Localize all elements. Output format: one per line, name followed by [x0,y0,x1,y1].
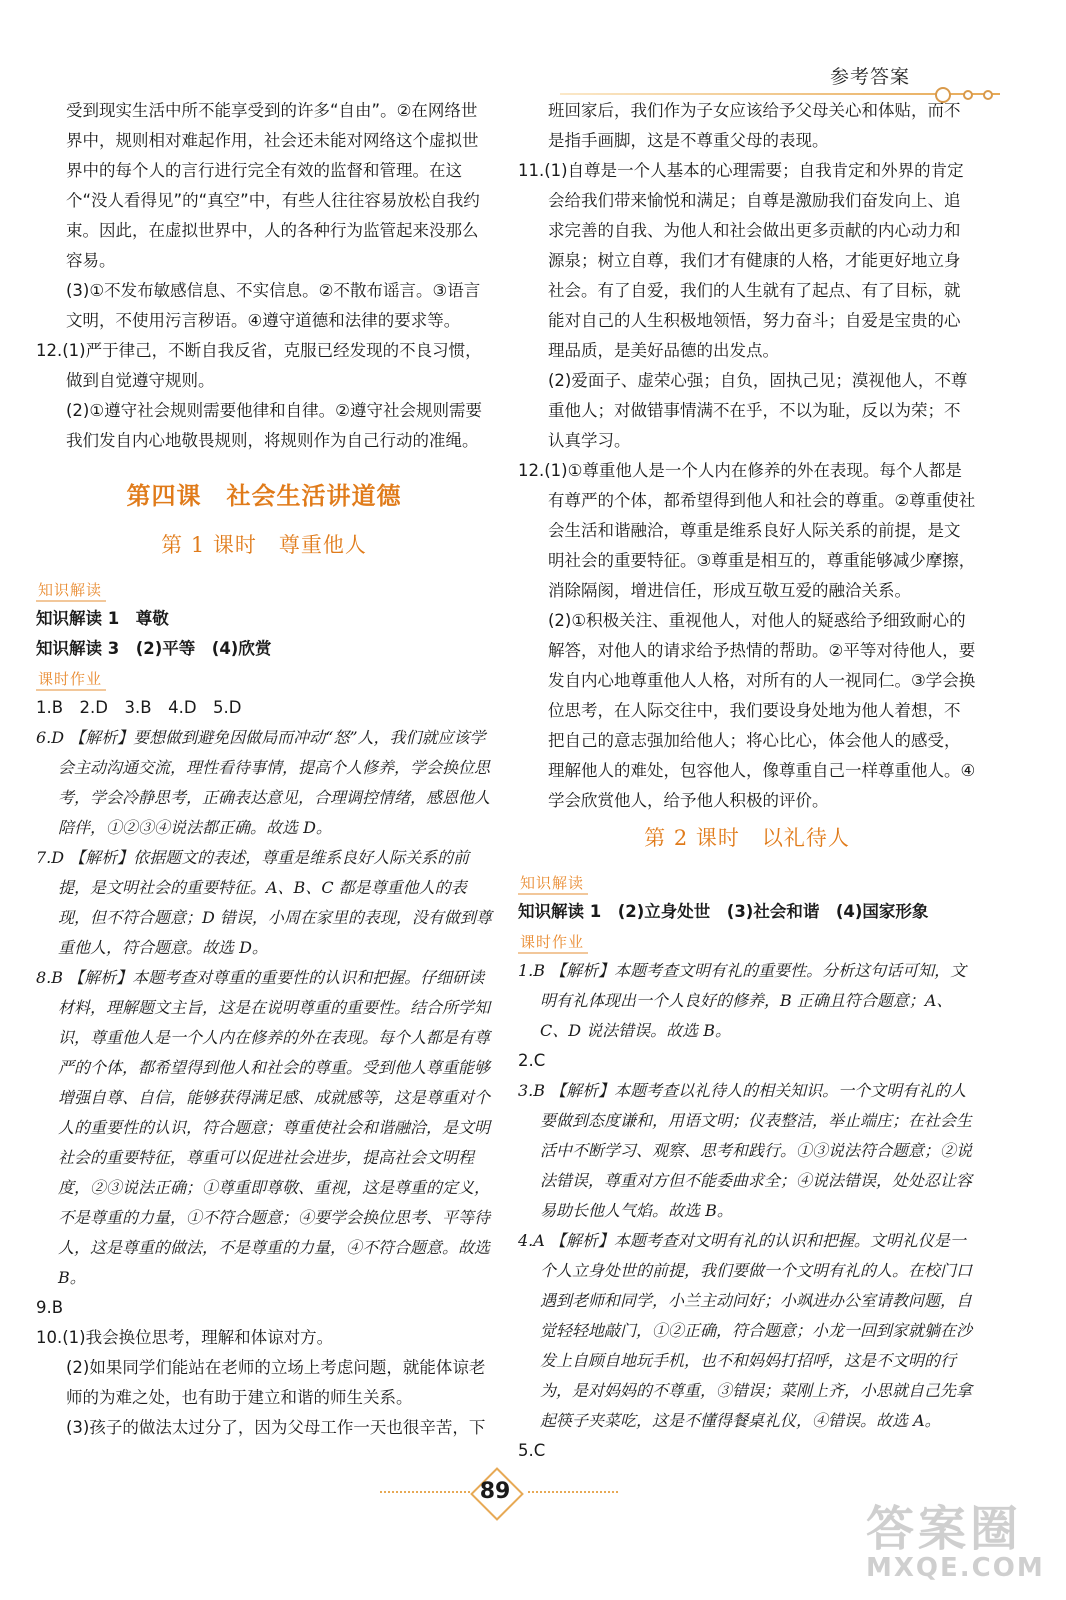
left-column [36,96,492,1443]
lesson-title: 第四课 社会生活讲道德 [126,481,402,510]
answer-q12-1: 12.(1)①尊重他人是一个人内在修养的外在表现。每个人都是有尊严的个体，都希望得到他人和社会的尊重。②尊重使社会生活和谐融洽，尊重是维系良好人际关系的前提，是文明社会的重要特征。③尊重是相互的，尊重能够减少摩擦，消除隔阂，增进信任，形成互敬互爱的融洽关系。 [518,461,976,600]
period-title: 第 2 课时 以礼待人 [644,826,850,850]
answer-q11-2: (2)爱面子、虚荣心强；自负，固执己见；漠视他人，不尊重他人；对做错事情满不在乎，不以为耻，反以为荣；不认真学习。 [548,371,968,450]
answer-paragraph: (3)①不发布敏感信息、不实信息。②不散布谣言。③语言文明，不使用污言秽语。④遵守道德和法律的要求等。 [66,281,481,330]
answer-q3: 3.B 【解析】本题考查以礼待人的相关知识。一个文明有礼的人要做到态度谦和，用语文明；仪表整洁，举止端庄；在社会生活中不断学习、观察、思考和践行。①③说法符合题意；②说法错误，尊重对方但不能委曲求全；④说法错误，处处忍让容易助长他人气焰。故选 B。 [518,1081,973,1220]
footer-divider-left [380,1491,470,1495]
watermark-text: 答案圈 [866,1501,1023,1557]
section-tag-knowledge: 知识解读 [36,579,106,602]
answer-q1-5: 1.B 2.D 3.B 4.D 5.D [36,698,242,717]
answer-q2: 2.C [518,1051,546,1070]
answer-q10-1: 10.(1)我会换位思考，理解和体谅对方。 [36,1328,334,1347]
answer-q7: 7.D 【解析】依据题文的表述，尊重是维系良好人际关系的前提，是文明社会的重要特征。A、B、C 都是尊重他人的表现，但不符合题意；D 错误，小周在家里的表现，没有做到尊重他人，符合题意。故选 D。 [36,848,492,957]
answer-q9: 9.B [36,1298,64,1317]
page-number: 89 [472,1472,518,1512]
answer-q1: 1.B 【解析】本题考查文明有礼的重要性。分析这句话可知，文明有礼体现出一个人良好的修养，B 正确且符合题意；A、C、D 说法错误。故选 B。 [518,961,967,1040]
knowledge-item: 知识解读 3 (2)平等 (4)欣赏 [36,639,272,658]
section-tag-homework: 课时作业 [518,931,588,954]
header-divider [560,93,1000,95]
answer-q5: 5.C [518,1441,546,1460]
watermark-url: MXQE.COM [866,1553,1045,1583]
period-title: 第 1 课时 尊重他人 [161,533,367,557]
answer-q10-2: (2)如果同学们能站在老师的立场上考虑问题，就能体谅老师的为难之处，也有助于建立和谐的师生关系。 [66,1358,486,1407]
answer-q4: 4.A 【解析】本题考查对文明有礼的认识和把握。文明礼仪是一个人立身处世的前提，我们要做一个文明有礼的人。在校门口遇到老师和同学，小兰主动问好；小飒进办公室请教问题，自觉轻轻地敲门，①②正确，符合题意；小龙一回到家就躺在沙发上自顾自地玩手机，也不和妈妈打招呼，这是不文明的行为，是对妈妈的不尊重，③错误；菜刚上齐，小思就自己先拿起筷子夹菜吃，这是不懂得餐桌礼仪，④错误。故选 A。 [518,1231,973,1430]
answer-paragraph: 受到现实生活中所不能享受到的许多“自由”。②在网络世界中，规则相对难起作用，社会还未能对网络这个虚拟世界中的每个人的言行进行完全有效的监督和管理。在这个“没人看得见”的“真空”中，有些人往往容易放松自我约束。因此，在虚拟世界中，人的各种行为监管起来没那么容易。 [66,101,480,270]
section-tag-homework: 课时作业 [36,668,106,691]
answer-q11-1: 11.(1)自尊是一个人基本的心理需要；自我肯定和外界的肯定会给我们带来愉悦和满足；自尊是激励我们奋发向上、追求完善的自我、为他人和社会做出更多贡献的内心动力和源泉；树立自尊，我们才有健康的人格，才能更好地立身社会。有了自爱，我们的人生就有了起点、有了目标，就能对自己的人生积极地领悟，努力奋斗；自爱是宝贵的心理品质，是美好品德的出发点。 [518,161,964,360]
knowledge-item: 知识解读 1 (2)立身处世 (3)社会和谐 (4)国家形象 [518,902,929,921]
watermark-logo [866,1490,1056,1590]
right-column [518,96,976,1466]
section-tag-knowledge: 知识解读 [518,872,588,895]
header-title: 参考答案 [829,66,910,88]
answer-continued: 班回家后，我们作为子女应该给予父母关心和体贴，而不是指手画脚，这是不尊重父母的表现。 [548,101,961,150]
answer-q12-1: 12.(1)严于律己，不断自我反省，克服已经发现的不良习惯，做到自觉遵守规则。 [36,341,482,390]
knowledge-item: 知识解读 1 尊敬 [36,609,169,628]
answer-q12-2: (2)①积极关注、重视他人，对他人的疑惑给予细致耐心的解答，对他人的请求给予热情的帮助。②平等对待他人，要发自内心地尊重他人人格，对所有的人一视同仁。③学会换位思考，在人际交往中，我们要设身处地为他人着想，不把自己的意志强加给他人；将心比心，体会他人的感受，理解他人的难处，包容他人，像尊重自己一样尊重他人。④学会欣赏他人，给予他人积极的评价。 [548,611,976,810]
answer-q10-3: (3)孩子的做法太过分了，因为父母工作一天也很辛苦，下 [66,1418,486,1437]
answer-q8: 8.B 【解析】本题考查对尊重的重要性的认识和把握。仔细研读材料，理解题文主旨，这是在说明尊重的重要性。结合所学知识，尊重他人是一个人内在修养的外在表现。每个人都是有尊严的个体，都希望得到他人和社会的尊重。受到他人尊重能够增强自尊、自信，能够获得满足感、成就感等，这是尊重对个人的重要性的认识，符合题意；尊重使社会和谐融洽，是文明社会的重要特征，尊重可以促进社会进步，提高社会文明程度，②③说法正确；①尊重即尊敬、重视，这是尊重的定义，不是尊重的力量，①不符合题意；④要学会换位思考、平等待人，这是尊重的做法，不是尊重的力量，④不符合题意。故选 B。 [36,968,491,1287]
answer-q6: 6.D 【解析】要想做到避免因做局而冲动“怒”人，我们就应该学会主动沟通交流，理性看待事情，提高个人修养，学会换位思考，学会冷静思考，正确表达意见，合理调控情绪，感恩他人陪伴，①②③④说法都正确。故选 D。 [36,728,491,837]
footer-divider-right [528,1491,618,1495]
page-header [0,0,1066,110]
answer-q12-2: (2)①遵守社会规则需要他律和自律。②遵守社会规则需要我们发自内心地敬畏规则，将规则作为自己行动的准绳。 [66,401,482,450]
